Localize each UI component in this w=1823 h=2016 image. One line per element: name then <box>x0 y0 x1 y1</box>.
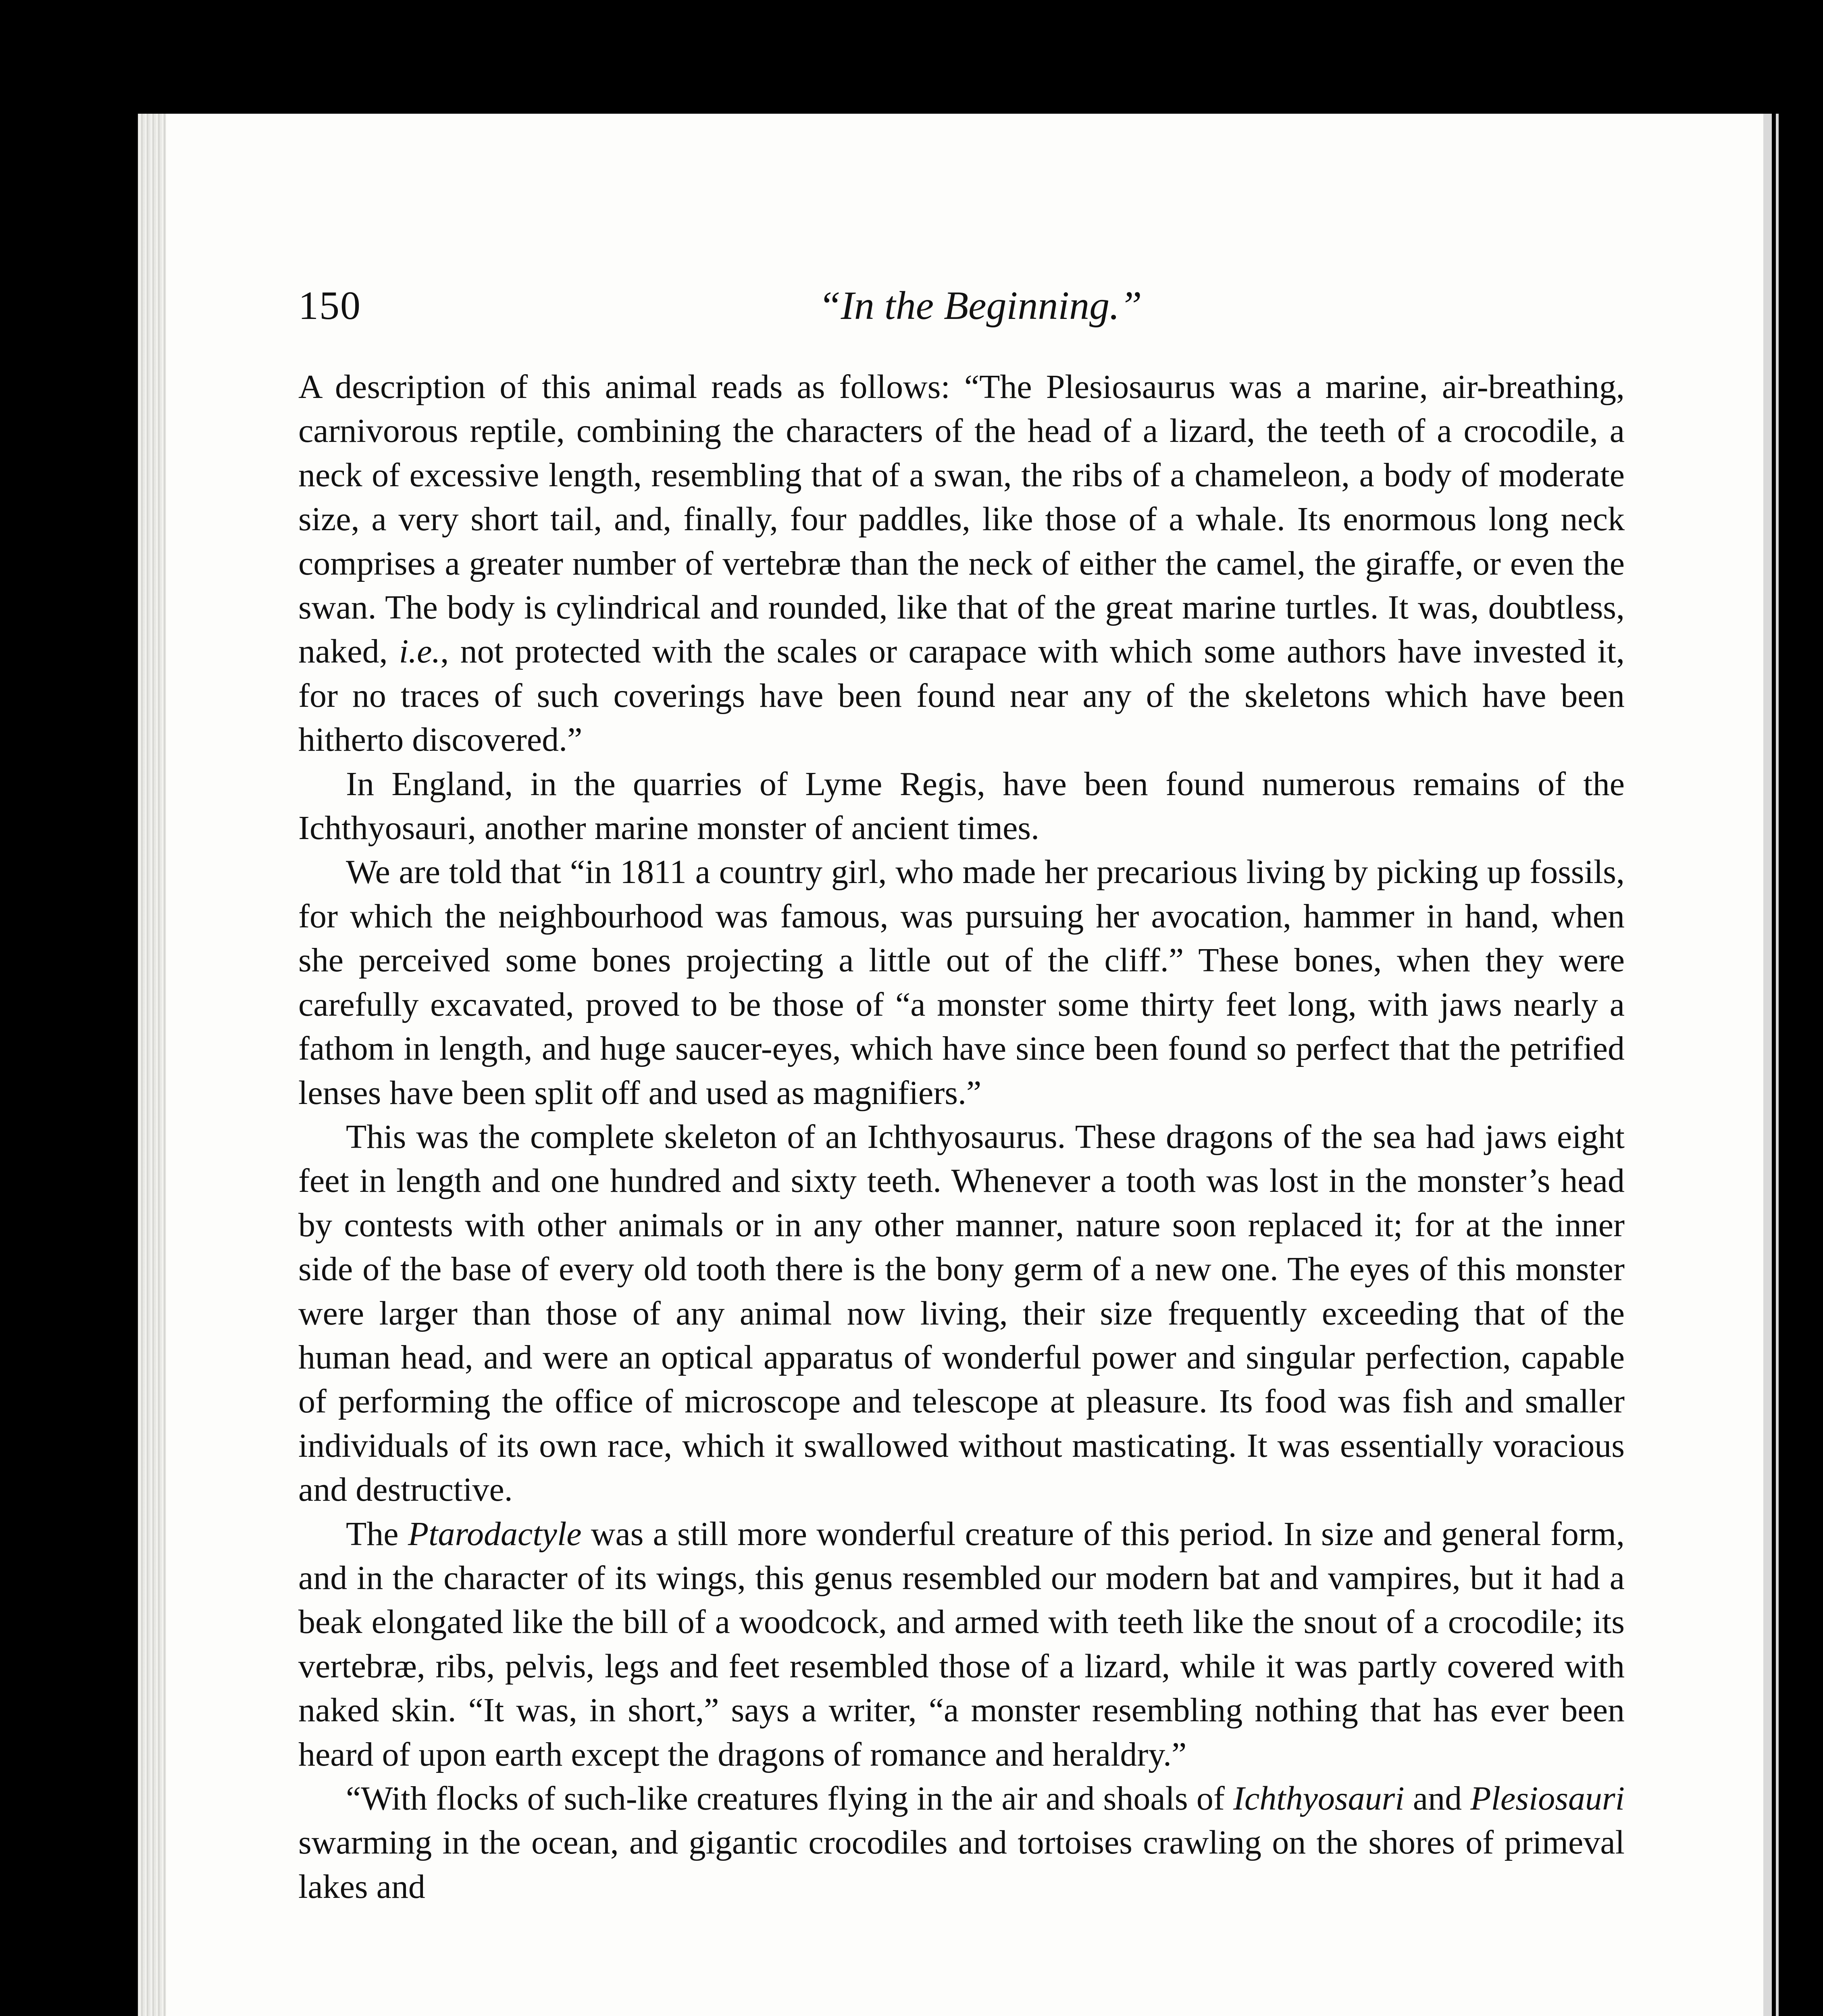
page-number: 150 <box>298 283 361 328</box>
paragraph-lyme-regis: In England, in the quarries of Lyme Regis, have been found numerous remains of the Ichthyosauri, another marine monster of ancient times. <box>298 765 1625 847</box>
paragraph-plesiosaurus-description: A description of this animal reads as follows: “The Plesiosaurus was a marine, air-breathing, carnivorous reptile, combining the characters of the head of a lizard, the teeth of a crocodile, a neck of excessive length, resembling that of a swan, the ribs of a chameleon, a body of moderate size, a very short tail, and, finally, four paddles, like those of a whale. Its enormous long neck comprises a greater number of vertebræ than the neck of either the camel, the giraffe, or even the swan. The body is cylindrical and rounded, like that of the great marine turtles. It was, doubtless, naked, i.e., not protected with the scales or carapace with which some authors have invested it, for no traces of such coverings have been found near any of the skeletons which have been hitherto discovered.” <box>298 368 1625 759</box>
facing-page-edge <box>1763 114 1779 2016</box>
running-title: “In the Beginning.” <box>818 283 1142 328</box>
paragraph-flocks-of-creatures: “With flocks of such-like creatures flying in the air and shoals of Ichthyosauri and Plesiosauri swarming in the ocean, and gigantic crocodiles and tortoises crawling on the shores of primeval lakes and <box>298 1780 1625 1906</box>
page-header <box>298 282 1629 331</box>
body-text <box>298 365 1625 1909</box>
paragraph-country-girl: We are told that “in 1811 a country girl, who made her precarious living by picking up fossils, for which the neighbourhood was famous, was pursuing her avocation, hammer in hand, when she perceived some bones projecting a little out of the cliff.” These bones, when they were carefully excavated, proved to be those of “a monster some thirty feet long, with jaws nearly a fathom in length, and huge saucer-eyes, which have since been found so perfect that the petrified lenses have been split off and used as magnifiers.” <box>298 853 1625 1112</box>
facing-page-gutter <box>1772 114 1776 2016</box>
paragraph-ichthyosaurus: This was the complete skeleton of an Ichthyosaurus. These dragons of the sea had jaws eight feet in length and one hundred and sixty teeth. Whenever a tooth was lost in the monster’s head by contests with other animals or in any other manner, nature soon replaced it; for at the inner side of the base of every old tooth there is the bony germ of a new one. The eyes of this monster were larger than those of any animal now living, their size frequently exceeding that of the human head, and were an optical apparatus of wonderful power and singular perfection, capable of performing the office of microscope and telescope at pleasure. Its food was fish and smaller individuals of its own race, which it swallowed without masticating. It was essentially voracious and destructive. <box>298 1118 1625 1509</box>
paragraph-ptarodactyle: The Ptarodactyle was a still more wonderful creature of this period. In size and general form, and in the character of its wings, this genus resembled our modern bat and vampires, but it had a beak elongated like the bill of a woodcock, and armed with teeth like the snout of a crocodile; its vertebræ, ribs, pelvis, legs and feet resembled those of a lizard, while it was partly covered with naked skin. “It was, in short,” says a writer, “a monster resembling nothing that has ever been heard of upon earth except the dragons of romance and heraldry.” <box>298 1515 1625 1773</box>
page-binding-edge <box>138 114 166 2016</box>
